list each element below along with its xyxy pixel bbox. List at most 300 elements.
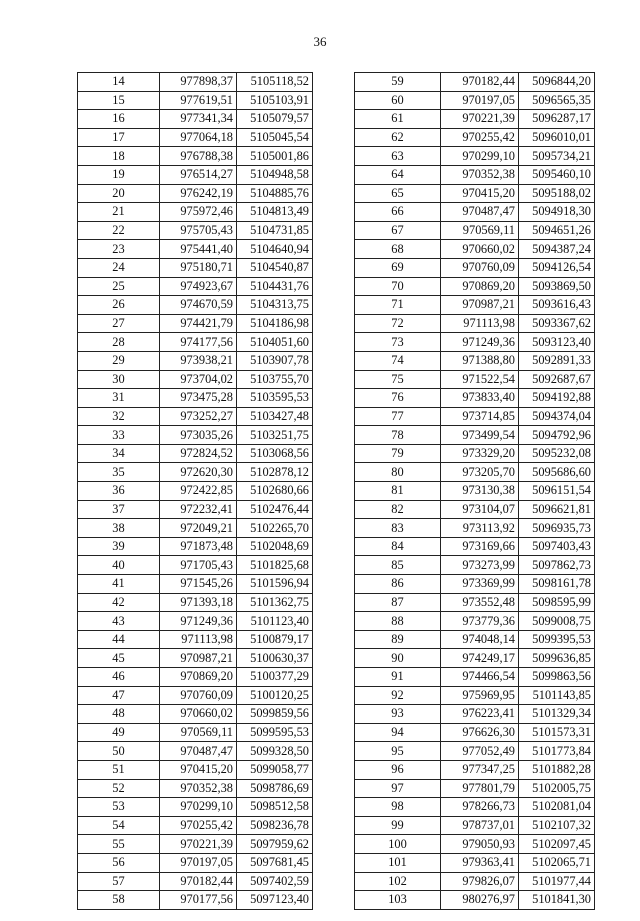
y-coordinate-cell: 5098595,99 (519, 593, 595, 612)
point-number-cell: 82 (355, 500, 441, 519)
point-number-cell: 97 (355, 779, 441, 798)
x-coordinate-cell: 971705,43 (160, 556, 237, 575)
y-coordinate-cell: 5096935,73 (519, 519, 595, 538)
point-number-cell: 26 (78, 296, 160, 315)
table-row (78, 147, 313, 166)
y-coordinate-cell: 5101882,28 (519, 760, 595, 779)
table-row (78, 816, 313, 835)
table-row (355, 351, 595, 370)
x-coordinate-cell: 970760,09 (160, 686, 237, 705)
y-coordinate-cell: 5092687,67 (519, 370, 595, 389)
y-coordinate-cell: 5099008,75 (519, 612, 595, 631)
table-row (355, 593, 595, 612)
point-number-cell: 60 (355, 91, 441, 110)
point-number-cell: 77 (355, 407, 441, 426)
x-coordinate-cell: 973252,27 (160, 407, 237, 426)
x-coordinate-cell: 976626,30 (441, 723, 519, 742)
table-row (78, 872, 313, 891)
y-coordinate-cell: 5094126,54 (519, 258, 595, 277)
x-coordinate-cell: 971545,26 (160, 575, 237, 594)
y-coordinate-cell: 5096010,01 (519, 128, 595, 147)
x-coordinate-cell: 979363,41 (441, 853, 519, 872)
x-coordinate-cell: 974923,67 (160, 277, 237, 296)
table-row (355, 668, 595, 687)
table-row (355, 221, 595, 240)
point-number-cell: 95 (355, 742, 441, 761)
table-row (355, 258, 595, 277)
point-number-cell: 69 (355, 258, 441, 277)
table-row (355, 853, 595, 872)
y-coordinate-cell: 5101123,40 (237, 612, 313, 631)
coordinates-table-left (77, 72, 313, 910)
x-coordinate-cell: 976242,19 (160, 184, 237, 203)
x-coordinate-cell: 970987,21 (160, 649, 237, 668)
x-coordinate-cell: 973779,36 (441, 612, 519, 631)
x-coordinate-cell: 970299,10 (160, 798, 237, 817)
x-coordinate-cell: 971388,80 (441, 351, 519, 370)
x-coordinate-cell: 973714,85 (441, 407, 519, 426)
table-row (78, 333, 313, 352)
x-coordinate-cell: 975180,71 (160, 258, 237, 277)
y-coordinate-cell: 5097681,45 (237, 853, 313, 872)
point-number-cell: 47 (78, 686, 160, 705)
table-row (78, 891, 313, 910)
point-number-cell: 14 (78, 73, 160, 92)
table-row (355, 519, 595, 538)
x-coordinate-cell: 970197,05 (441, 91, 519, 110)
x-coordinate-cell: 970255,42 (441, 128, 519, 147)
point-number-cell: 16 (78, 110, 160, 129)
table-row (78, 519, 313, 538)
table-row (78, 482, 313, 501)
y-coordinate-cell: 5104640,94 (237, 240, 313, 259)
x-coordinate-cell: 977052,49 (441, 742, 519, 761)
y-coordinate-cell: 5104313,75 (237, 296, 313, 315)
y-coordinate-cell: 5102680,66 (237, 482, 313, 501)
x-coordinate-cell: 977898,37 (160, 73, 237, 92)
table-row (355, 537, 595, 556)
point-number-cell: 99 (355, 816, 441, 835)
point-number-cell: 29 (78, 351, 160, 370)
y-coordinate-cell: 5104731,85 (237, 221, 313, 240)
x-coordinate-cell: 973035,26 (160, 426, 237, 445)
x-coordinate-cell: 973130,38 (441, 482, 519, 501)
x-coordinate-cell: 973113,92 (441, 519, 519, 538)
point-number-cell: 71 (355, 296, 441, 315)
y-coordinate-cell: 5103755,70 (237, 370, 313, 389)
point-number-cell: 101 (355, 853, 441, 872)
y-coordinate-cell: 5099395,53 (519, 630, 595, 649)
y-coordinate-cell: 5097403,43 (519, 537, 595, 556)
table-row (78, 760, 313, 779)
point-number-cell: 59 (355, 73, 441, 92)
x-coordinate-cell: 971113,98 (441, 314, 519, 333)
y-coordinate-cell: 5101362,75 (237, 593, 313, 612)
point-number-cell: 24 (78, 258, 160, 277)
x-coordinate-cell: 970569,11 (160, 723, 237, 742)
table-body-right (355, 73, 595, 910)
y-coordinate-cell: 5100630,37 (237, 649, 313, 668)
point-number-cell: 78 (355, 426, 441, 445)
point-number-cell: 62 (355, 128, 441, 147)
x-coordinate-cell: 979050,93 (441, 835, 519, 854)
x-coordinate-cell: 970221,39 (160, 835, 237, 854)
table-row (355, 835, 595, 854)
point-number-cell: 33 (78, 426, 160, 445)
y-coordinate-cell: 5095686,60 (519, 463, 595, 482)
y-coordinate-cell: 5097402,59 (237, 872, 313, 891)
x-coordinate-cell: 973499,54 (441, 426, 519, 445)
point-number-cell: 79 (355, 444, 441, 463)
y-coordinate-cell: 5094792,96 (519, 426, 595, 445)
table-row (355, 333, 595, 352)
y-coordinate-cell: 5101596,94 (237, 575, 313, 594)
table-row (78, 258, 313, 277)
x-coordinate-cell: 975441,40 (160, 240, 237, 259)
table-row (355, 482, 595, 501)
table-row (78, 649, 313, 668)
x-coordinate-cell: 975969,95 (441, 686, 519, 705)
x-coordinate-cell: 971873,48 (160, 537, 237, 556)
x-coordinate-cell: 975705,43 (160, 221, 237, 240)
point-number-cell: 18 (78, 147, 160, 166)
table-row (355, 314, 595, 333)
point-number-cell: 103 (355, 891, 441, 910)
x-coordinate-cell: 977801,79 (441, 779, 519, 798)
point-number-cell: 31 (78, 389, 160, 408)
table-row (355, 110, 595, 129)
x-coordinate-cell: 970255,42 (160, 816, 237, 835)
point-number-cell: 39 (78, 537, 160, 556)
point-number-cell: 38 (78, 519, 160, 538)
y-coordinate-cell: 5100377,29 (237, 668, 313, 687)
y-coordinate-cell: 5096621,81 (519, 500, 595, 519)
table-row (78, 426, 313, 445)
table-row (355, 872, 595, 891)
y-coordinate-cell: 5095734,21 (519, 147, 595, 166)
table-row (355, 891, 595, 910)
table-row (78, 221, 313, 240)
table-row (78, 128, 313, 147)
point-number-cell: 92 (355, 686, 441, 705)
y-coordinate-cell: 5104051,60 (237, 333, 313, 352)
point-number-cell: 91 (355, 668, 441, 687)
point-number-cell: 102 (355, 872, 441, 891)
y-coordinate-cell: 5103068,56 (237, 444, 313, 463)
table-row (355, 444, 595, 463)
point-number-cell: 48 (78, 705, 160, 724)
x-coordinate-cell: 972620,30 (160, 463, 237, 482)
point-number-cell: 72 (355, 314, 441, 333)
table-row (355, 630, 595, 649)
x-coordinate-cell: 976788,38 (160, 147, 237, 166)
table-row (355, 798, 595, 817)
point-number-cell: 63 (355, 147, 441, 166)
x-coordinate-cell: 970987,21 (441, 296, 519, 315)
y-coordinate-cell: 5105045,54 (237, 128, 313, 147)
x-coordinate-cell: 970415,20 (441, 184, 519, 203)
x-coordinate-cell: 971522,54 (441, 370, 519, 389)
x-coordinate-cell: 970352,38 (160, 779, 237, 798)
point-number-cell: 53 (78, 798, 160, 817)
point-number-cell: 96 (355, 760, 441, 779)
x-coordinate-cell: 970487,47 (441, 203, 519, 222)
x-coordinate-cell: 976514,27 (160, 165, 237, 184)
y-coordinate-cell: 5104540,87 (237, 258, 313, 277)
y-coordinate-cell: 5096287,17 (519, 110, 595, 129)
table-row (355, 184, 595, 203)
x-coordinate-cell: 972824,52 (160, 444, 237, 463)
y-coordinate-cell: 5104885,76 (237, 184, 313, 203)
point-number-cell: 46 (78, 668, 160, 687)
table-row (78, 351, 313, 370)
point-number-cell: 86 (355, 575, 441, 594)
y-coordinate-cell: 5102107,32 (519, 816, 595, 835)
point-number-cell: 84 (355, 537, 441, 556)
point-number-cell: 58 (78, 891, 160, 910)
point-number-cell: 68 (355, 240, 441, 259)
x-coordinate-cell: 973833,40 (441, 389, 519, 408)
x-coordinate-cell: 980276,97 (441, 891, 519, 910)
point-number-cell: 76 (355, 389, 441, 408)
table-row (78, 203, 313, 222)
y-coordinate-cell: 5101825,68 (237, 556, 313, 575)
x-coordinate-cell: 974466,54 (441, 668, 519, 687)
x-coordinate-cell: 979826,07 (441, 872, 519, 891)
y-coordinate-cell: 5103251,75 (237, 426, 313, 445)
point-number-cell: 74 (355, 351, 441, 370)
x-coordinate-cell: 975972,46 (160, 203, 237, 222)
y-coordinate-cell: 5104431,76 (237, 277, 313, 296)
point-number-cell: 90 (355, 649, 441, 668)
x-coordinate-cell: 970182,44 (160, 872, 237, 891)
page-number: 36 (313, 34, 327, 49)
y-coordinate-cell: 5104948,58 (237, 165, 313, 184)
y-coordinate-cell: 5102048,69 (237, 537, 313, 556)
y-coordinate-cell: 5101977,44 (519, 872, 595, 891)
point-number-cell: 65 (355, 184, 441, 203)
x-coordinate-cell: 973329,20 (441, 444, 519, 463)
table-row (78, 277, 313, 296)
point-number-cell: 40 (78, 556, 160, 575)
x-coordinate-cell: 971113,98 (160, 630, 237, 649)
y-coordinate-cell: 5105079,57 (237, 110, 313, 129)
x-coordinate-cell: 970660,02 (160, 705, 237, 724)
table-row (78, 686, 313, 705)
table-row (355, 277, 595, 296)
x-coordinate-cell: 970299,10 (441, 147, 519, 166)
table-row (78, 314, 313, 333)
table-row (78, 463, 313, 482)
y-coordinate-cell: 5104813,49 (237, 203, 313, 222)
table-row (78, 593, 313, 612)
y-coordinate-cell: 5104186,98 (237, 314, 313, 333)
y-coordinate-cell: 5101841,30 (519, 891, 595, 910)
table-row (355, 426, 595, 445)
y-coordinate-cell: 5096151,54 (519, 482, 595, 501)
table-row (78, 73, 313, 92)
y-coordinate-cell: 5098512,58 (237, 798, 313, 817)
table-row (355, 296, 595, 315)
x-coordinate-cell: 970177,56 (160, 891, 237, 910)
point-number-cell: 49 (78, 723, 160, 742)
x-coordinate-cell: 972232,41 (160, 500, 237, 519)
table-row (78, 556, 313, 575)
table-row (355, 370, 595, 389)
point-number-cell: 57 (78, 872, 160, 891)
x-coordinate-cell: 978737,01 (441, 816, 519, 835)
x-coordinate-cell: 973938,21 (160, 351, 237, 370)
point-number-cell: 19 (78, 165, 160, 184)
table-row (78, 444, 313, 463)
point-number-cell: 70 (355, 277, 441, 296)
point-number-cell: 75 (355, 370, 441, 389)
x-coordinate-cell: 970660,02 (441, 240, 519, 259)
x-coordinate-cell: 972049,21 (160, 519, 237, 538)
y-coordinate-cell: 5101573,31 (519, 723, 595, 742)
y-coordinate-cell: 5093367,62 (519, 314, 595, 333)
table-row (355, 91, 595, 110)
table-row (78, 612, 313, 631)
point-number-cell: 81 (355, 482, 441, 501)
table-row (355, 165, 595, 184)
point-number-cell: 89 (355, 630, 441, 649)
table-row (78, 742, 313, 761)
point-number-cell: 32 (78, 407, 160, 426)
y-coordinate-cell: 5093869,50 (519, 277, 595, 296)
table-row (78, 370, 313, 389)
coordinates-table-right (354, 72, 595, 910)
point-number-cell: 73 (355, 333, 441, 352)
table-row (355, 407, 595, 426)
y-coordinate-cell: 5102878,12 (237, 463, 313, 482)
y-coordinate-cell: 5098236,78 (237, 816, 313, 835)
table-row (355, 760, 595, 779)
table-row (78, 110, 313, 129)
y-coordinate-cell: 5102097,45 (519, 835, 595, 854)
x-coordinate-cell: 973273,99 (441, 556, 519, 575)
point-number-cell: 80 (355, 463, 441, 482)
table-row (355, 742, 595, 761)
point-number-cell: 55 (78, 835, 160, 854)
point-number-cell: 67 (355, 221, 441, 240)
table-row (78, 500, 313, 519)
point-number-cell: 52 (78, 779, 160, 798)
y-coordinate-cell: 5102065,71 (519, 853, 595, 872)
x-coordinate-cell: 977064,18 (160, 128, 237, 147)
x-coordinate-cell: 973552,48 (441, 593, 519, 612)
x-coordinate-cell: 973205,70 (441, 463, 519, 482)
x-coordinate-cell: 970197,05 (160, 853, 237, 872)
y-coordinate-cell: 5100120,25 (237, 686, 313, 705)
table-row (355, 128, 595, 147)
table-row (78, 389, 313, 408)
table-row (78, 407, 313, 426)
point-number-cell: 30 (78, 370, 160, 389)
y-coordinate-cell: 5098161,78 (519, 575, 595, 594)
point-number-cell: 98 (355, 798, 441, 817)
x-coordinate-cell: 978266,73 (441, 798, 519, 817)
x-coordinate-cell: 974177,56 (160, 333, 237, 352)
y-coordinate-cell: 5099058,77 (237, 760, 313, 779)
x-coordinate-cell: 973369,99 (441, 575, 519, 594)
x-coordinate-cell: 977347,25 (441, 760, 519, 779)
y-coordinate-cell: 5103907,78 (237, 351, 313, 370)
point-number-cell: 43 (78, 612, 160, 631)
point-number-cell: 25 (78, 277, 160, 296)
x-coordinate-cell: 970869,20 (441, 277, 519, 296)
y-coordinate-cell: 5099328,50 (237, 742, 313, 761)
y-coordinate-cell: 5102265,70 (237, 519, 313, 538)
point-number-cell: 17 (78, 128, 160, 147)
y-coordinate-cell: 5096844,20 (519, 73, 595, 92)
point-number-cell: 93 (355, 705, 441, 724)
y-coordinate-cell: 5101143,85 (519, 686, 595, 705)
x-coordinate-cell: 973104,07 (441, 500, 519, 519)
y-coordinate-cell: 5099859,56 (237, 705, 313, 724)
table-row (78, 668, 313, 687)
point-number-cell: 88 (355, 612, 441, 631)
table-row (78, 91, 313, 110)
table-row (355, 500, 595, 519)
table-row (355, 203, 595, 222)
point-number-cell: 20 (78, 184, 160, 203)
point-number-cell: 27 (78, 314, 160, 333)
y-coordinate-cell: 5102005,75 (519, 779, 595, 798)
y-coordinate-cell: 5103427,48 (237, 407, 313, 426)
table-row (355, 612, 595, 631)
point-number-cell: 15 (78, 91, 160, 110)
y-coordinate-cell: 5101773,84 (519, 742, 595, 761)
point-number-cell: 21 (78, 203, 160, 222)
x-coordinate-cell: 974421,79 (160, 314, 237, 333)
point-number-cell: 83 (355, 519, 441, 538)
table-row (355, 73, 595, 92)
point-number-cell: 44 (78, 630, 160, 649)
table-row (78, 779, 313, 798)
x-coordinate-cell: 970760,09 (441, 258, 519, 277)
table-row (78, 240, 313, 259)
table-row (355, 723, 595, 742)
table-row (78, 165, 313, 184)
table-row (78, 798, 313, 817)
table-row (355, 649, 595, 668)
table-row (78, 575, 313, 594)
x-coordinate-cell: 971393,18 (160, 593, 237, 612)
y-coordinate-cell: 5095188,02 (519, 184, 595, 203)
x-coordinate-cell: 973169,66 (441, 537, 519, 556)
y-coordinate-cell: 5097123,40 (237, 891, 313, 910)
y-coordinate-cell: 5095232,08 (519, 444, 595, 463)
y-coordinate-cell: 5094918,30 (519, 203, 595, 222)
x-coordinate-cell: 971249,36 (441, 333, 519, 352)
table-row (355, 389, 595, 408)
point-number-cell: 37 (78, 500, 160, 519)
point-number-cell: 28 (78, 333, 160, 352)
y-coordinate-cell: 5099863,56 (519, 668, 595, 687)
table-row (78, 705, 313, 724)
x-coordinate-cell: 970182,44 (441, 73, 519, 92)
y-coordinate-cell: 5097862,73 (519, 556, 595, 575)
y-coordinate-cell: 5094374,04 (519, 407, 595, 426)
y-coordinate-cell: 5105118,52 (237, 73, 313, 92)
y-coordinate-cell: 5092891,33 (519, 351, 595, 370)
table-row (78, 184, 313, 203)
table-body-left (78, 73, 313, 910)
y-coordinate-cell: 5103595,53 (237, 389, 313, 408)
point-number-cell: 35 (78, 463, 160, 482)
point-number-cell: 42 (78, 593, 160, 612)
